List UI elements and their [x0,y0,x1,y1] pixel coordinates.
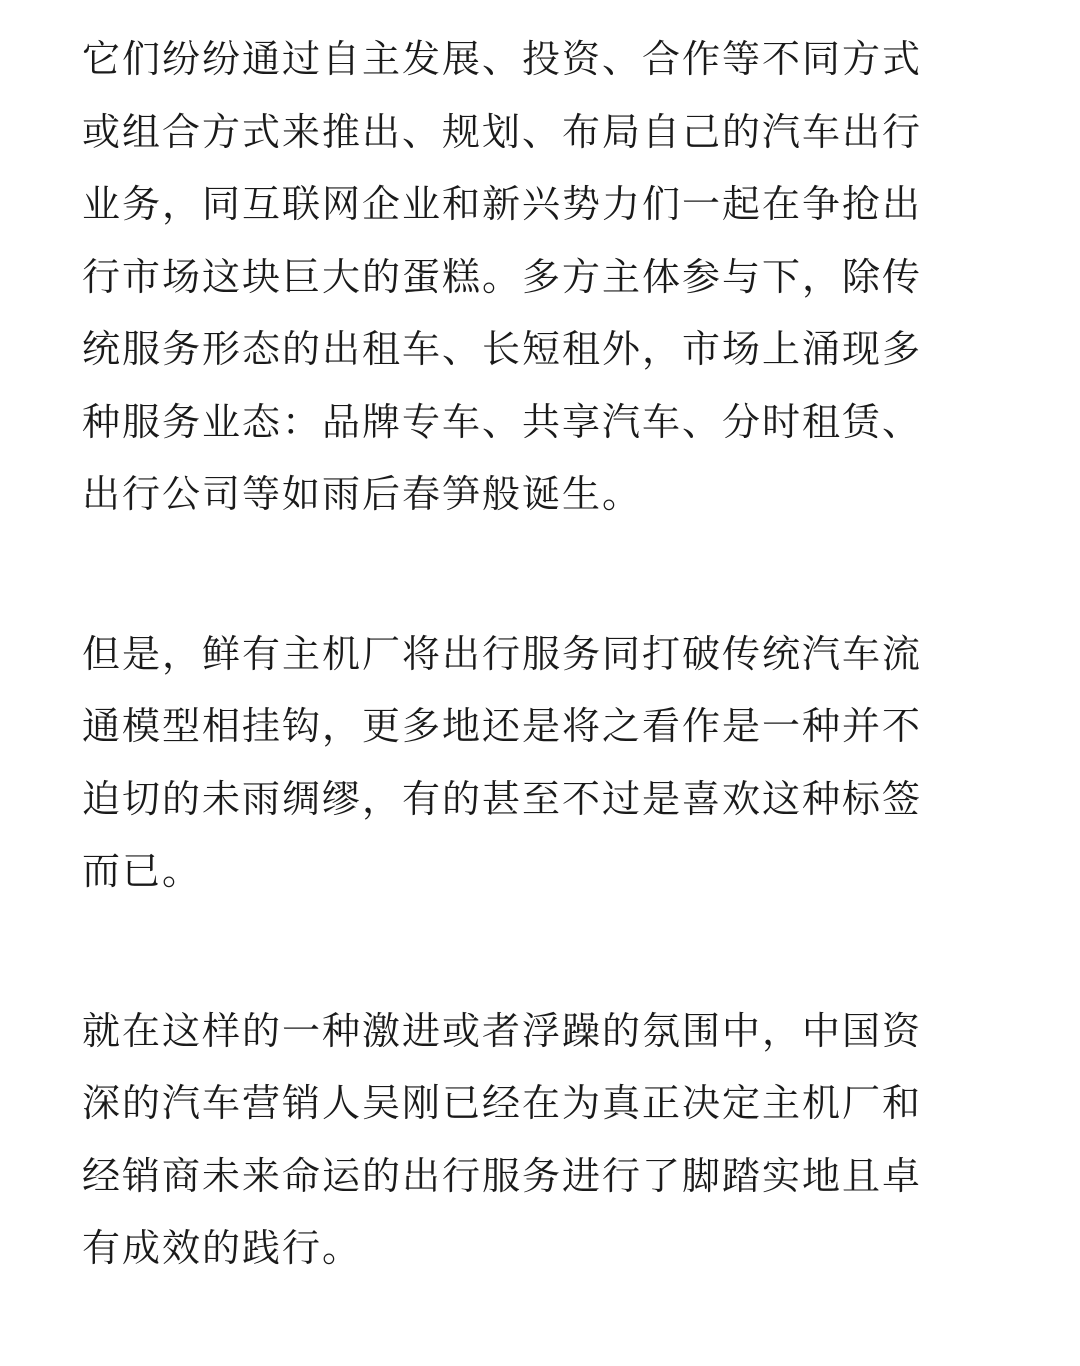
text-line: 深的汽车营销人吴刚已经在为真正决定主机厂和 [82,1081,923,1125]
text-line: 统服务形态的出租车、长短租外，市场上涌现多 [82,327,923,371]
text-line: 就在这样的一种激进或者浮躁的氛围中，中国资 [82,1008,923,1053]
article-body [82,23,1000,1285]
text-line: 经销商未来命运的出行服务进行了脚踏实地且卓 [82,1153,923,1198]
paragraph-1 [82,23,1000,531]
paragraph-3 [82,995,1000,1285]
text-line: 它们纷纷通过自主发展、投资、合作等不同方式 [82,37,923,81]
text-line: 出行公司等如雨后春笋般诞生。 [82,472,643,516]
text-line: 业务，同互联网企业和新兴势力们一起在争抢出 [82,182,923,226]
text-line: 有成效的践行。 [82,1226,363,1270]
text-line: 但是，鲜有主机厂将出行服务同打破传统汽车流 [82,631,923,676]
paragraph-spacer [82,531,1000,618]
text-line: 而已。 [82,849,203,893]
text-line: 通模型相挂钩，更多地还是将之看作是一种并不 [82,704,923,748]
text-line: 迫切的未雨绸缪，有的甚至不过是喜欢这种标签 [82,776,923,821]
text-line: 行市场这块巨大的蛋糕。多方主体参与下，除传 [82,254,923,299]
text-line: 种服务业态：品牌专车、共享汽车、分时租赁、 [82,399,923,444]
paragraph-2 [82,618,1000,908]
text-line: 或组合方式来推出、规划、布局自己的汽车出行 [82,109,923,154]
paragraph-spacer [82,908,1000,995]
